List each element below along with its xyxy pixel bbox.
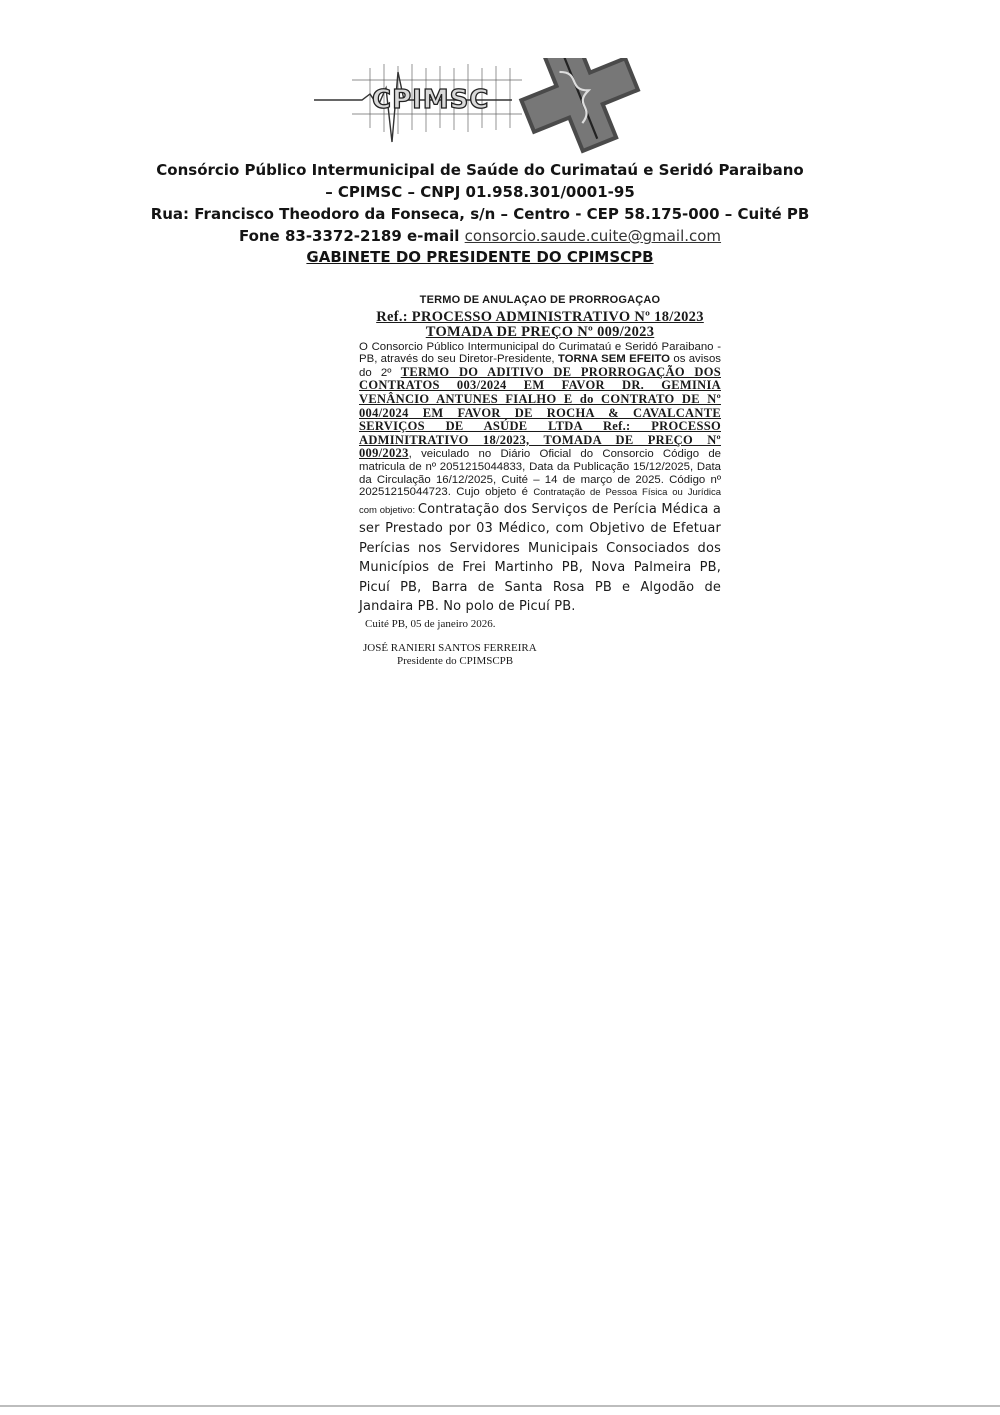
date-line: Cuité PB, 05 de janeiro 2026. xyxy=(365,617,496,630)
document-body xyxy=(359,294,721,668)
p1-intro: O Consorcio Público Intermunicipal do Curimataú e Seridó Paraibano - PB, através do seu Diretor-Presidente, xyxy=(359,340,721,366)
tomada-line: TOMADA DE PREÇO Nº 009/2023 xyxy=(425,324,655,341)
ref-line: Ref.: PROCESSO ADMINISTRATIVO Nº 18/2023 xyxy=(376,308,704,325)
p1-mid: os avisos do 2º xyxy=(359,353,721,379)
office-heading: GABINETE DO PRESIDENTE DO CPIMSCPB xyxy=(306,248,654,266)
header-contact xyxy=(120,226,840,247)
bottom-scan-edge xyxy=(0,1405,1000,1407)
p1-bold: TORNA SEM EFEITO xyxy=(557,353,671,366)
svg-text:CPIMSC: CPIMSC xyxy=(372,85,490,115)
p1-rest: , veiculado no Diário Oficial do Consorcio Código de matricula de nº 2051215044833, Data da Publicação 15/12/2025, Data da Circulação 16/12/2025, Cuité – 14 de março de 2025. Código nº 20251215044723. Cujo objeto é xyxy=(359,448,721,499)
doc-title: TERMO DE ANULAÇAO DE PRORROGAÇAO xyxy=(419,294,661,306)
p1-small: Contratação de Pessoa Física ou Jurídica com objetivo: xyxy=(359,487,722,516)
header-address: Rua: Francisco Theodoro da Fonseca, s/n – Centro - CEP 58.175-000 – Cuité PB xyxy=(150,205,810,223)
phone-text: Fone 83-3372-2189 e-mail xyxy=(238,227,465,245)
cpimsc-logo xyxy=(312,58,658,156)
p1-large: Contratação dos Serviços de Perícia Médica a ser Prestado por 03 Médico, com Objetivo de Efetuar Perícias nos Servidores Municipais Consociados dos Municípios de Frei Martinho PB, Nova Palmeira PB, Picuí PB, Barra de Santa Rosa PB e Algodão de Jandaira PB. No polo de Picuí PB. xyxy=(359,501,721,615)
p1-underlined: TERMO DO ADITIVO DE PRORROGAÇÃO DOS CONTRATOS 003/2024 EM FAVOR DR. GEMINIA VENÂNCIO ANTUNES FIALHO E do CONTRATO DE Nº 004/2024 EM FAVOR DE ROCHA & CAVALCANTE SERVIÇOS DE ASÚDE LTDA Ref.: PROCESSO ADMINITRATIVO 18/2023, TOMADA DE PREÇO Nº 009/2023 xyxy=(359,364,721,461)
header-line-2: – CPIMSC – CNPJ 01.958.301/0001-95 xyxy=(325,183,635,201)
header-line-1: Consórcio Público Intermunicipal de Saúde do Curimataú e Seridó Paraibano xyxy=(156,161,804,179)
signer-title: Presidente do CPIMSCPB xyxy=(397,654,514,667)
email-link[interactable]: consorcio.saude.cuite@gmail.com xyxy=(464,227,722,245)
body-paragraph xyxy=(359,341,721,617)
signer-name: JOSÉ RANIERI SANTOS FERREIRA xyxy=(363,641,537,654)
